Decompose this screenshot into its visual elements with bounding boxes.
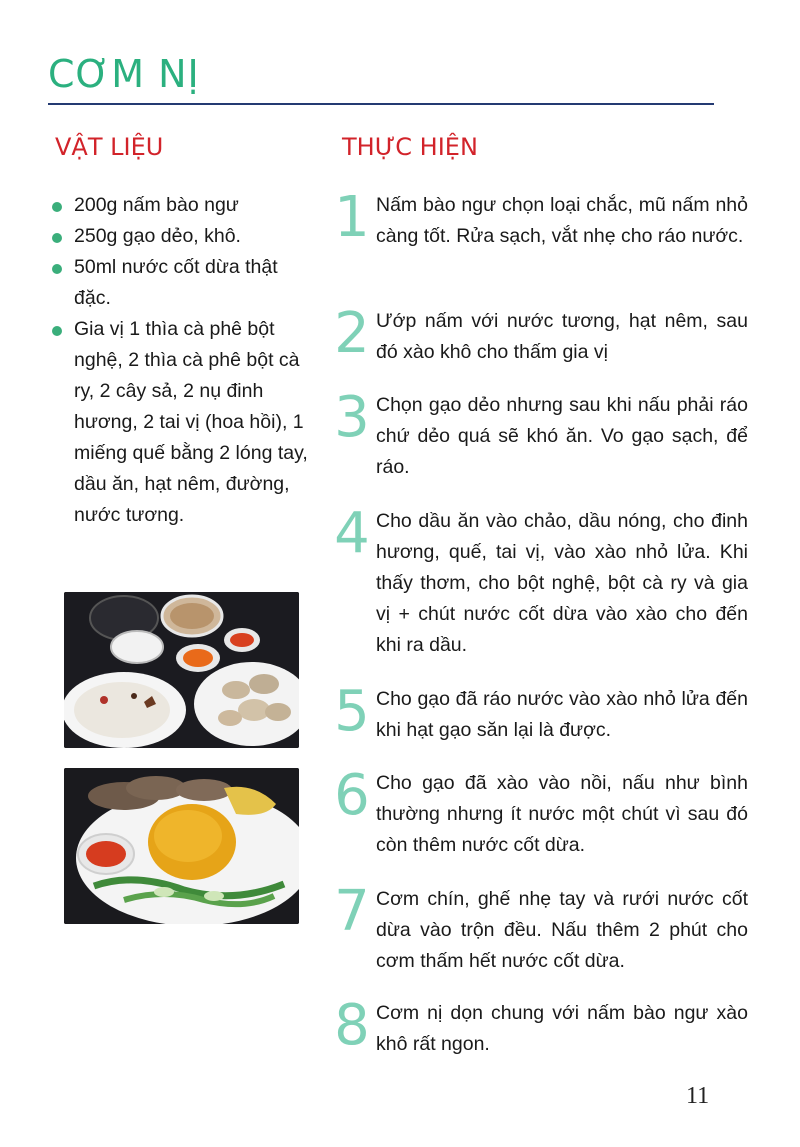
ingredient-text: 50ml nước cốt dừa thật đặc. [74,256,278,309]
bullet-icon [52,326,62,336]
page-title: CƠM NỊ [48,52,200,96]
bullet-icon [52,202,62,212]
ingredient-item [50,221,310,252]
step-text: Cho gạo đã ráo nước vào xào nhỏ lửa đến khi hạt gạo săn lại là được. [376,688,748,741]
step-number: 2 [334,301,370,366]
step-number: 6 [334,763,370,828]
ingredients-photo-illustration [64,592,299,748]
dish-photo [64,768,299,924]
ingredient-text: Gia vị 1 thìa cà phê bột nghệ, 2 thìa cà phê bột cà ry, 2 cây sả, 2 nụ đinh hương, 2 tai vị (hoa hồi), 1 miếng quế bằng 2 lóng tay, dầu ăn, hạt nêm, đường, nước tương. [74,318,308,526]
step-number: 4 [334,501,370,566]
ingredient-item [50,252,310,314]
step-number: 8 [334,993,370,1058]
step-text: Chọn gạo dẻo nhưng sau khi nấu phải ráo chứ dẻo quá sẽ khó ăn. Vo gạo sạch, để ráo. [376,394,748,478]
method-heading: THỰC HIỆN [342,133,478,161]
bullet-icon [52,233,62,243]
step-number: 3 [334,385,370,450]
bullet-icon [52,264,62,274]
title-divider [48,103,714,105]
ingredient-item [50,314,310,531]
ingredient-text: 200g nấm bào ngư [74,194,239,216]
ingredient-item [50,190,310,221]
ingredients-photo [64,592,299,748]
step-text: Ướp nấm với nước tương, hạt nêm, sau đó xào khô cho thấm gia vị [376,310,748,363]
ingredients-list [50,190,310,531]
page-number: 11 [686,1083,710,1109]
step-text: Cơm nị dọn chung với nấm bào ngư xào khô rất ngon. [376,1002,748,1055]
step-text: Cơm chín, ghế nhẹ tay và rưới nước cốt dừa vào trộn đều. Nấu thêm 2 phút cho cơm thấm hết nước cốt dừa. [376,888,748,972]
step-number: 5 [334,679,370,744]
dish-photo-illustration [64,768,299,924]
ingredients-heading: VẬT LIỆU [55,133,164,161]
step-text: Nấm bào ngư chọn loại chắc, mũ nấm nhỏ càng tốt. Rửa sạch, vắt nhẹ cho ráo nước. [376,194,748,247]
step-number: 1 [334,185,370,250]
step-text: Cho dầu ăn vào chảo, dầu nóng, cho đinh hương, quế, tai vị, vào xào nhỏ lửa. Khi thấy thơm, cho bột nghệ, bột cà ry và gia vị + chút nước cốt dừa vào xào cho đến khi ra dầu. [376,510,748,656]
step-text: Cho gạo đã xào vào nồi, nấu như bình thường nhưng ít nước một chút vì sau đó còn thêm nước cốt dừa. [376,772,748,856]
step-number: 7 [334,879,370,944]
ingredient-text: 250g gạo dẻo, khô. [74,225,241,247]
